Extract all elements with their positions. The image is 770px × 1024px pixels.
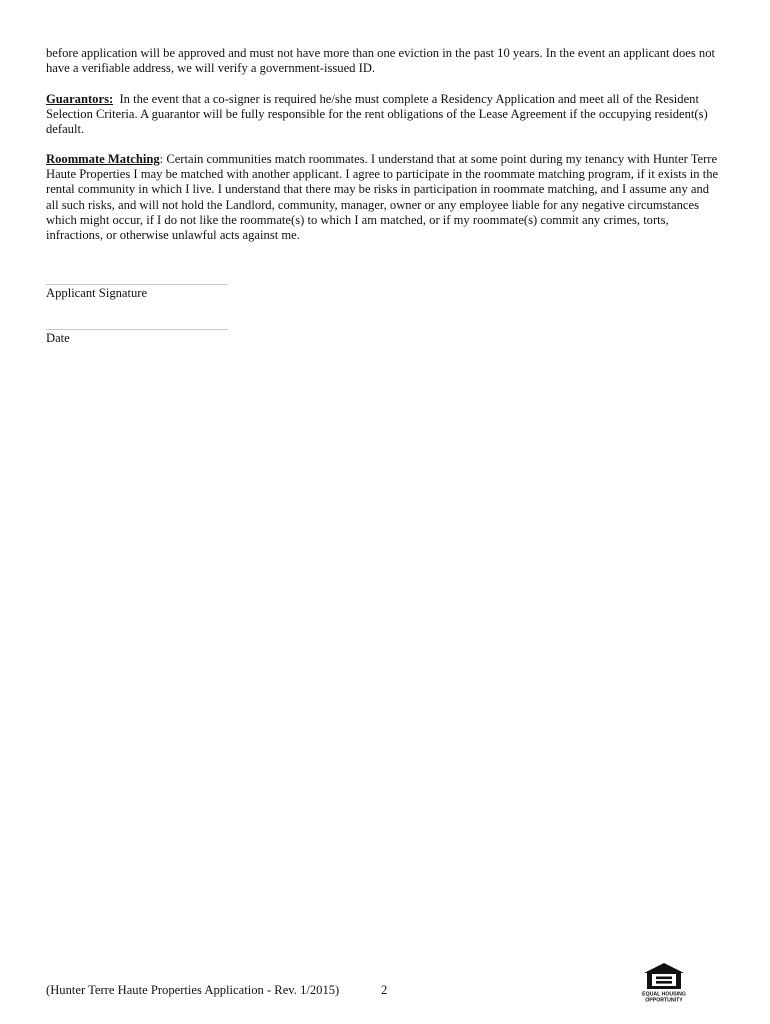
text-line: before application will be approved and must not have more than one eviction in the past 10 years. In the event an applicant does not (46, 46, 716, 60)
text-line: all such risks, and will not hold the Landlord, community, manager, owner or any employee liable for any negative circumstances (46, 197, 700, 212)
text-line: Selection Criteria. A guarantor will be fully responsible for the rent obligations of the Lease Agreement if the occupying resident(s) (46, 107, 708, 122)
page-number: 2 (381, 983, 388, 997)
text-line: have a verifiable address, we will verify a government-issued ID. (46, 61, 376, 76)
equal-housing-opportunity-icon (641, 962, 687, 1004)
text-line: which might occur, if I do not like the roommate(s) to which I am matched, or if my roommate(s) commit any crimes, torts, (46, 212, 669, 227)
roommate-matching-heading: Roommate Matching (46, 152, 160, 166)
date-label: Date (46, 331, 70, 345)
footer-document-title: (Hunter Terre Haute Properties Application - Rev. 1/2015) (46, 983, 340, 997)
text-line (46, 92, 736, 107)
guarantors-heading: Guarantors: (46, 92, 114, 106)
text-line: Haute Properties I may be matched with another applicant. I agree to participate in the roommate matching program, if it exists in the (46, 167, 719, 182)
date-field[interactable] (46, 329, 228, 330)
text-fragment: : Certain communities match roommates. I understand that at some point during my tenancy with Hunter Terre (159, 152, 718, 166)
text-line: default. (46, 122, 85, 137)
applicant-signature-field[interactable] (46, 284, 228, 285)
guarantors-paragraph (46, 92, 736, 138)
roommate-matching-paragraph (46, 152, 736, 243)
logo-text-line1: EQUAL HOUSING (642, 991, 686, 998)
applicant-signature-label: Applicant Signature (46, 286, 148, 300)
text-fragment: In the event that a co-signer is required he/she must complete a Residency Application and meet all of the Resident (113, 92, 699, 106)
intro-paragraph (46, 46, 736, 76)
text-line: rental community in which I live. I understand that there may be risks in participation in roommate matching, and I assume any and (46, 182, 710, 197)
logo-text-line2: OPPORTUNITY (645, 997, 683, 1004)
text-line (46, 152, 736, 167)
text-line: infractions, or otherwise unlawful acts against me. (46, 228, 300, 243)
